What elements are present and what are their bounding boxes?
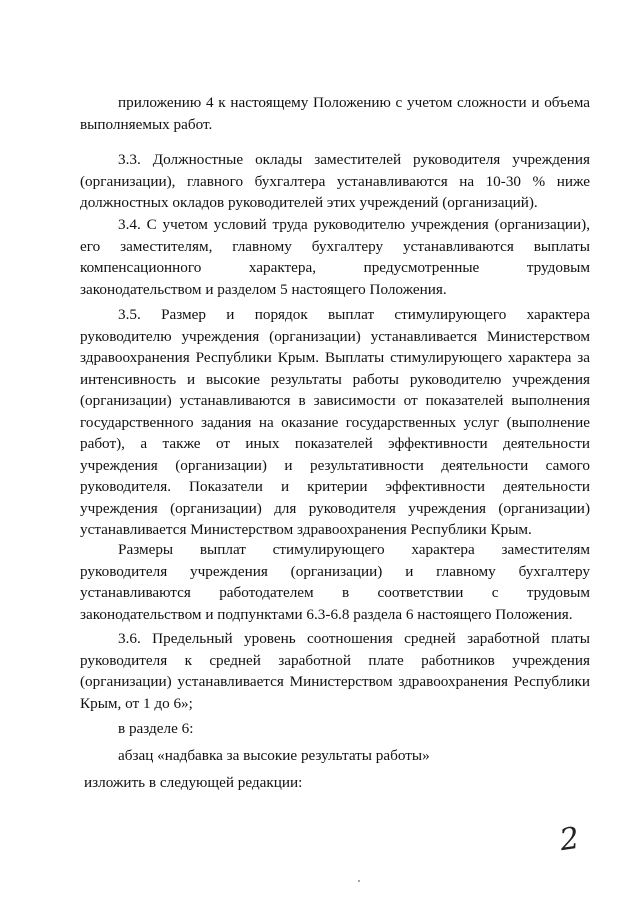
handwritten-page-number: 2 [557, 820, 582, 859]
text-line: учреждения (организации) для руководителя учреждения (организации) [80, 499, 590, 517]
text-line: его заместителям, главному бухгалтеру устанавливаются выплаты [80, 237, 590, 255]
text-line: выполняемых работ. [80, 115, 213, 133]
paragraph-deputies-payments [80, 539, 590, 625]
text-line: (организации) устанавливаются в зависимости от показателей выполнения [80, 392, 590, 409]
text-line: государственного задания на оказание государственных услуг (выполнение [80, 413, 590, 431]
text-line: (организации) устанавливается Министерством здравоохранения Республики [80, 673, 590, 690]
paragraph-3-3 [80, 149, 590, 214]
text-line: 3.6. Предельный уровень соотношения средней заработной платы [118, 630, 590, 647]
paragraph-3-6 [80, 628, 590, 714]
text-line: Размеры выплат стимулирующего характера заместителям [118, 541, 590, 558]
text-line: устанавливаются работодателем в соответствии с трудовым [80, 584, 590, 601]
paragraph-appendix-continuation [80, 92, 590, 135]
text-line: (организации), главного бухгалтера устанавливаются на 10-30 % ниже [80, 172, 590, 190]
text-line: здравоохранения Республики Крым. Выплаты стимулирующего характера за [80, 349, 590, 366]
paragraph-3-5 [80, 304, 590, 541]
text-line: учреждения (организации) и результативности деятельности самого [80, 456, 590, 474]
paragraph-3-4 [80, 214, 590, 300]
text-line: законодательством и подпунктами 6.3-6.8 раздела 6 настоящего Положения. [80, 605, 573, 623]
text-line: 3.4. С учетом условий труда руководителю учреждения (организации), [118, 216, 590, 233]
text-line: компенсационного характера, предусмотренные трудовым [80, 259, 590, 276]
text-line: 3.3. Должностные оклады заместителей руководителя учреждения [118, 151, 590, 168]
restate-line: изложить в следующей редакции: [84, 774, 303, 791]
text-line: приложению 4 к настоящему Положению с учетом сложности и объема [118, 94, 590, 111]
text-line: устанавливается Министерством здравоохранения Республики Крым. [80, 521, 532, 538]
text-line: законодательством и разделом 5 настоящего Положения. [80, 280, 447, 298]
text-line: руководителя к средней заработной плате работников учреждения [80, 651, 590, 669]
section-6-line: в разделе 6: [118, 720, 194, 737]
text-line: руководителю учреждения (организации) устанавливается Министерством [80, 327, 590, 345]
text-line: интенсивность и высокие результаты работы руководителю учреждения [80, 370, 590, 388]
text-line: руководителя учреждения (организации) и главному бухгалтеру [80, 562, 590, 580]
text-line: руководителя. Показатели и критерии эффективности деятельности [80, 478, 590, 495]
text-line: Крым, от 1 до 6»; [80, 694, 193, 712]
text-line: должностных окладов руководителей этих учреждений (организаций). [80, 194, 538, 211]
text-line: 3.5. Размер и порядок выплат стимулирующего характера [118, 306, 590, 323]
text-line: работ), а также от иных показателей эффективности деятельности [80, 435, 590, 452]
abzac-line: абзац «надбавка за высокие результаты работы» [118, 747, 430, 764]
scan-speck [358, 880, 360, 882]
